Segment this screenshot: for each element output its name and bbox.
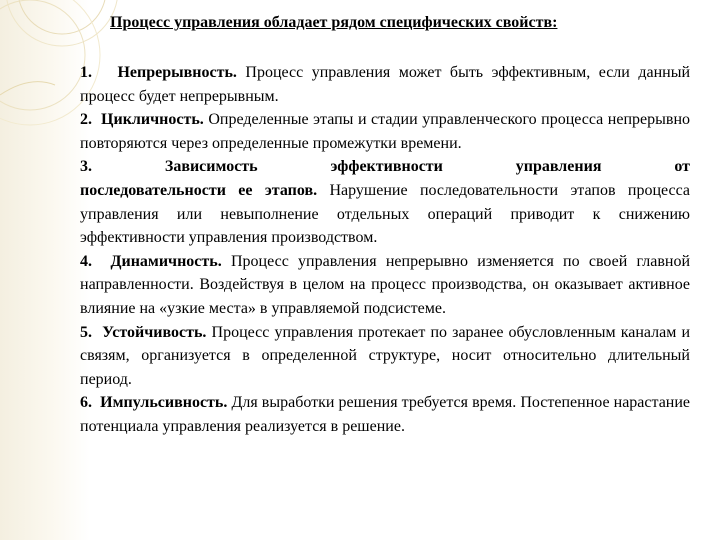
property-term: Динамичность. (110, 252, 222, 270)
property-item-1 (80, 61, 690, 108)
property-number: 4. (80, 252, 92, 270)
property-item-3 (80, 179, 690, 250)
property-text: Нарушение последовательности этапов процесса управления или невыполнение отдельных операций приводит к снижению эффективности управления производством. (80, 181, 691, 247)
property-text: Процесс управления протекает по заранее обусловленным каналам и связям, организуется в определенной структуре, носит относительно длительный период. (80, 323, 691, 388)
property-text: Процесс управления может быть эффективным, если данный процесс будет непрерывным. (80, 64, 691, 105)
slide-title: Процесс управления обладает рядом специфических свойств: (110, 14, 558, 31)
property-text: Для выработки решения требуется время. Постепенное нарастание потенциала управления реализуется в решение. (80, 394, 691, 435)
property-number: 2. (80, 111, 92, 129)
property-item-4 (80, 250, 690, 321)
property-item-3-heading (80, 155, 690, 179)
property-item-5 (80, 321, 690, 392)
property-term: Цикличность. (101, 111, 204, 129)
property-text: Процесс управления непрерывно изменяется по своей главной направленности. Воздействуя в целом на процесс производства, он оказывает активное влияние на «узкие места» в управляемой подсистеме. (80, 252, 691, 317)
property-number: 3. (80, 158, 92, 176)
property-item-6 (80, 391, 690, 438)
property-number: 6. (80, 394, 92, 412)
property-term: Импульсивность. (100, 394, 228, 412)
property-text: Определенные этапы и стадии управленческого процесса непрерывно повторяются через определенные промежутки времени. (80, 111, 691, 152)
property-number: 1. (80, 64, 92, 81)
property-item-2 (80, 108, 690, 155)
properties-list (80, 61, 690, 439)
property-term: Устойчивость. (102, 323, 207, 341)
property-number: 5. (80, 323, 92, 341)
property-term: Непрерывность. (117, 64, 237, 81)
property-term-line2: последовательности ее этапов. (80, 181, 318, 199)
property-term-line1: Зависимость эффективности управления от (164, 158, 690, 176)
